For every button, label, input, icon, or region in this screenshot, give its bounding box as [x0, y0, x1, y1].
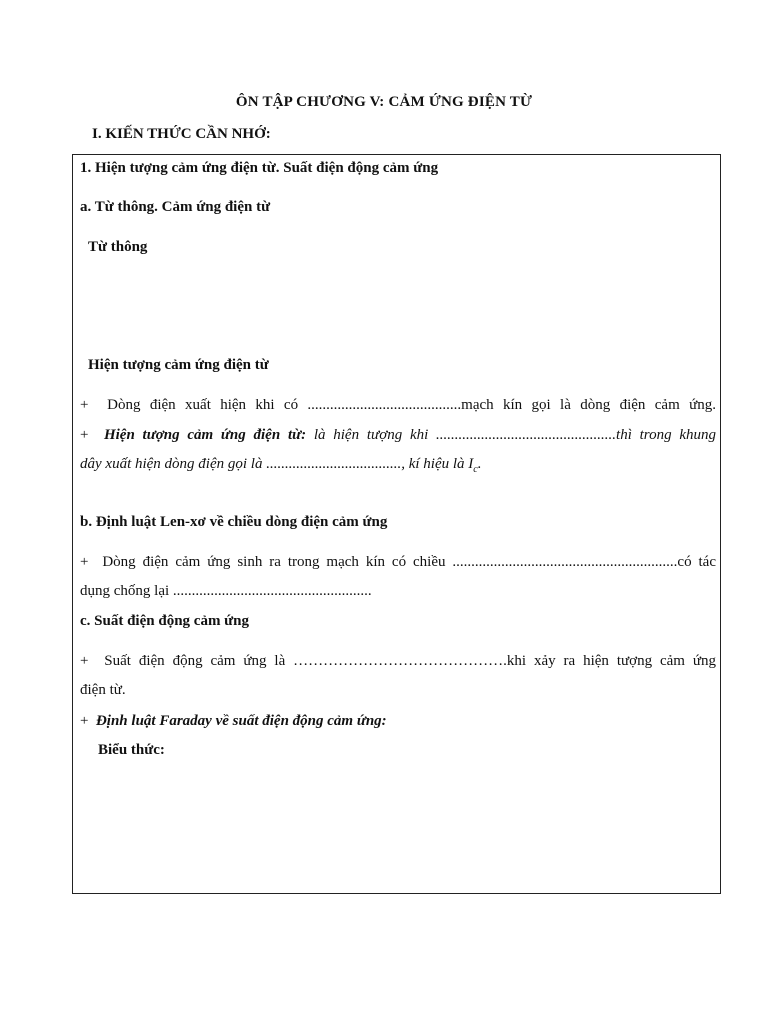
paragraph-len-xo-line1	[80, 553, 716, 571]
heading-b: b. Định luật Len-xơ về chiều dòng điện cảm ứng	[80, 514, 388, 530]
period: .	[477, 456, 482, 472]
document-title: ÔN TẬP CHƯƠNG V: CẢM ỨNG ĐIỆN TỪ	[235, 94, 533, 110]
subscript-c: c	[473, 464, 478, 475]
paragraph-suat-dien-dong-line2: điện từ.	[80, 682, 126, 698]
bullet-plus: +	[80, 554, 103, 570]
definition-continuation: dây xuất hiện dòng điện gọi là ...................................., kí hiệu là I	[80, 456, 474, 472]
heading-a: a. Từ thông. Cảm ứng điện từ	[80, 199, 271, 215]
heading-c: c. Suất điện động cảm ứng	[80, 613, 250, 629]
term-hien-tuong: Hiện tượng cảm ứng điện từ:	[103, 427, 307, 443]
bullet-plus: +	[80, 653, 105, 669]
paragraph-text: Suất điện động cảm ứng là …………………………………….khi xảy ra hiện tượng cảm ứng	[104, 653, 716, 669]
paragraph-text: Dòng điện cảm ứng sinh ra trong mạch kín có chiều ............................................................có tác	[102, 554, 716, 570]
heading-1: 1. Hiện tượng cảm ứng điện từ. Suất điện động cảm ứng	[80, 160, 439, 176]
paragraph-dong-dien	[80, 396, 716, 414]
hien-tuong-heading: Hiện tượng cảm ứng điện từ	[88, 357, 269, 373]
section-heading: I. KIẾN THỨC CẦN NHỚ:	[92, 126, 271, 142]
bullet-plus: +	[80, 427, 104, 443]
paragraph-faraday	[80, 712, 387, 730]
paragraph-suat-dien-dong-line1	[80, 652, 716, 670]
bullet-plus: +	[80, 713, 96, 729]
tu-thong-label: Từ thông	[88, 239, 148, 255]
paragraph-text: Dòng điện xuất hiện khi có .........................................mạch kín gọi là dòng điện cảm ứng.	[107, 397, 716, 413]
paragraph-len-xo-line2: dụng chống lại .....................................................	[80, 583, 372, 599]
bieu-thuc-label: Biểu thức:	[98, 742, 165, 758]
paragraph-hien-tuong-line1	[80, 426, 716, 444]
paragraph-hien-tuong-line2	[80, 455, 481, 479]
definition-text: là hiện tượng khi ................................................thì trong khung	[306, 427, 716, 443]
bullet-plus: +	[80, 397, 108, 413]
faraday-law-label: Định luật Faraday về suất điện động cảm ứng:	[95, 713, 387, 729]
